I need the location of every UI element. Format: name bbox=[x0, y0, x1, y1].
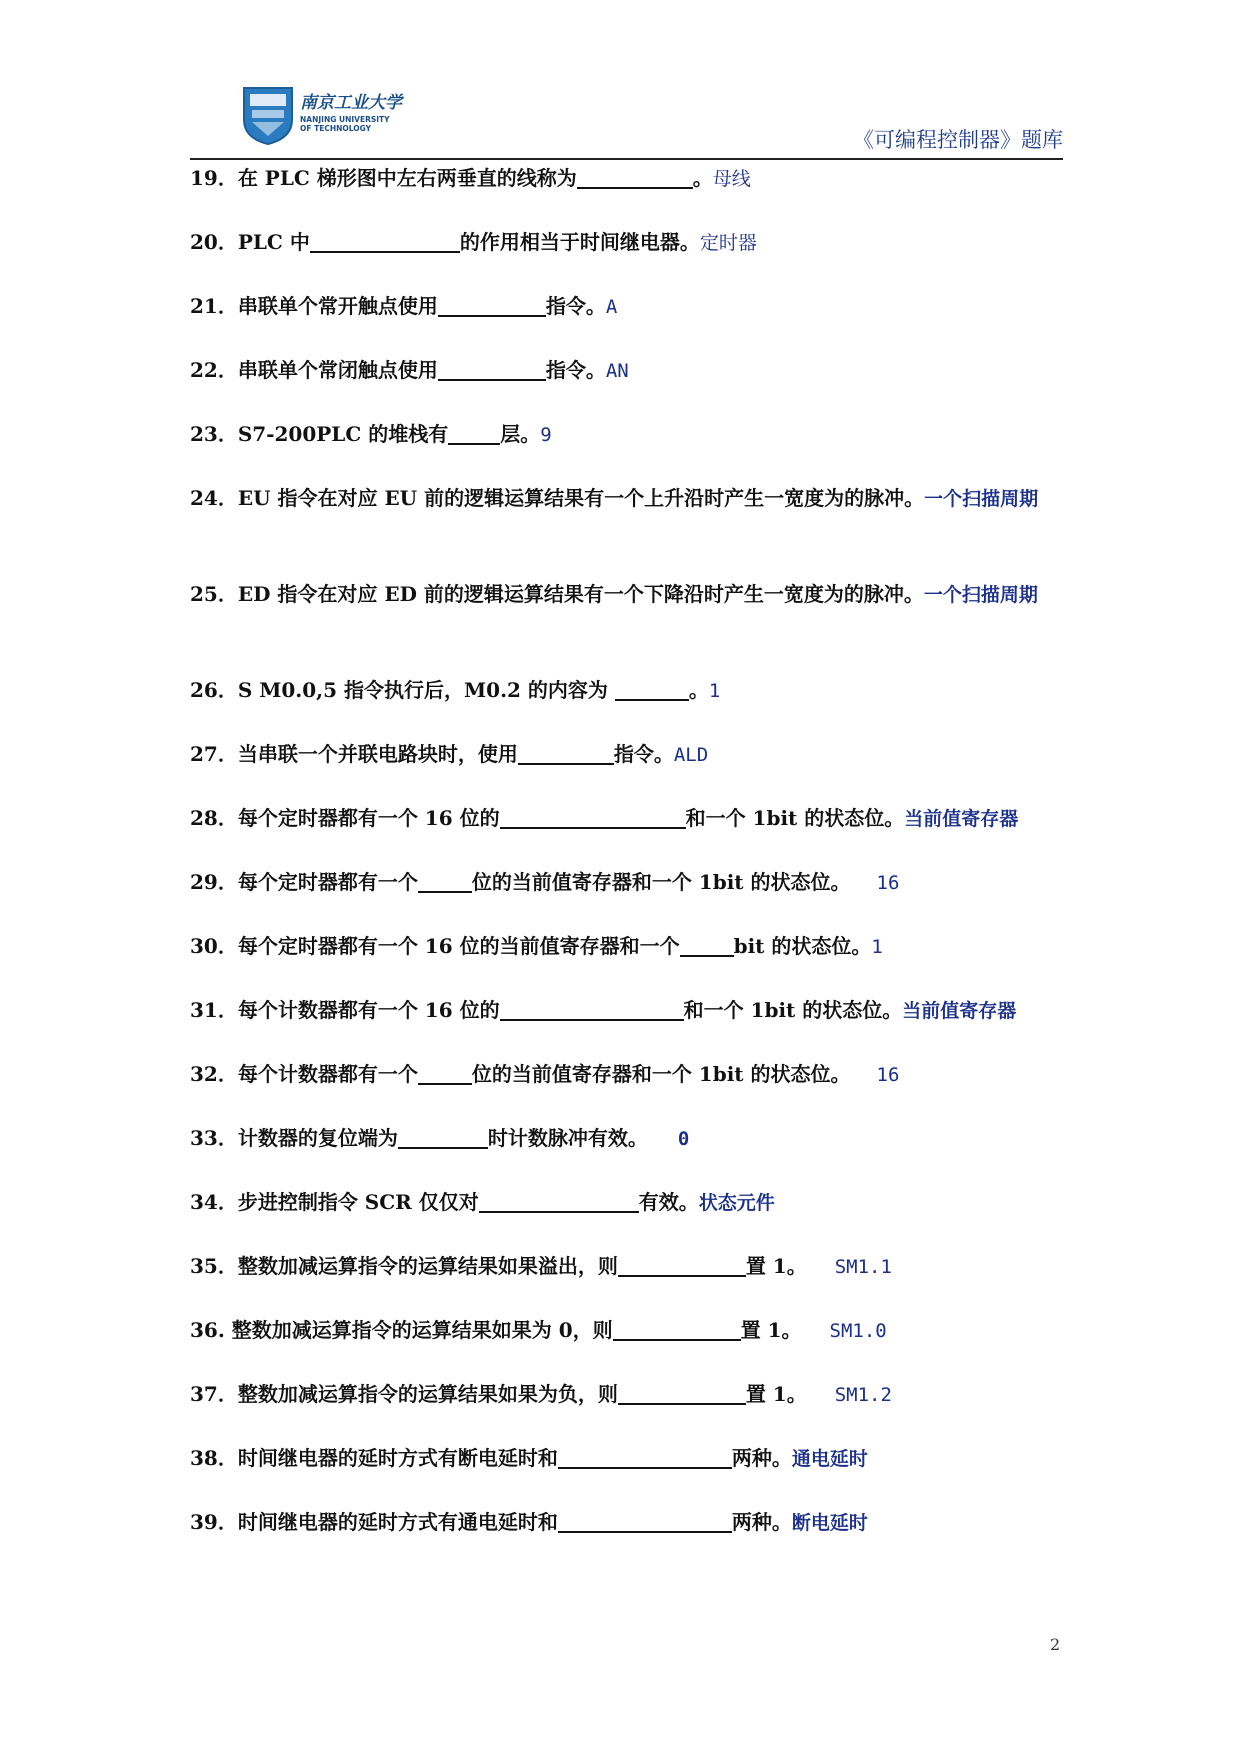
logo-en-text-1: NANJING UNIVERSITY bbox=[300, 115, 390, 124]
answer-text: 1 bbox=[708, 680, 721, 702]
question-23: 23．S7-200PLC 的堆栈有 层。9 bbox=[190, 422, 552, 446]
answer-blank bbox=[618, 1253, 746, 1277]
answer-text: 1 bbox=[871, 936, 883, 958]
question-22: 22．串联单个常闭触点使用 指令。AN bbox=[190, 358, 629, 382]
answer-blank bbox=[438, 357, 546, 381]
question-36: 36. 整数加减运算指令的运算结果如果为 0，则 置 1。 SM1.0 bbox=[190, 1318, 887, 1342]
answer-text: 母线 bbox=[712, 168, 751, 190]
answer-blank bbox=[418, 1061, 472, 1085]
answer-blank bbox=[448, 421, 500, 445]
question-32: 32．每个计数器都有一个 位的当前值寄存器和一个 1bit 的状态位。 16 bbox=[190, 1062, 900, 1086]
answer-text: ALD bbox=[673, 744, 709, 766]
logo-cn-text: 南京工业大学 bbox=[300, 93, 402, 113]
answer-text: 一个扫描周期 bbox=[924, 488, 1039, 510]
answer-blank bbox=[518, 741, 614, 765]
answer-text: SM1.0 bbox=[829, 1320, 887, 1342]
question-34: 34．步进控制指令 SCR 仅仅对 有效。状态元件 bbox=[190, 1190, 775, 1214]
question-21: 21．串联单个常开触点使用 指令。A bbox=[190, 294, 618, 318]
university-logo bbox=[242, 86, 422, 146]
question-26: 26．S M0.0,5 指令执行后，M0.2 的内容为 。1 bbox=[190, 678, 721, 702]
answer-text: SM1.2 bbox=[834, 1384, 892, 1406]
answer-blank bbox=[613, 1317, 741, 1341]
answer-blank bbox=[418, 869, 472, 893]
answer-text: 通电延时 bbox=[791, 1448, 868, 1470]
question-24: 24．EU 指令在对应 EU 前的逻辑运算结果有一个上升沿时产生一宽度为的脉冲。一个扫描周期 bbox=[190, 486, 1039, 510]
question-30: 30．每个定时器都有一个 16 位的当前值寄存器和一个 bit 的状态位。1 bbox=[190, 934, 883, 958]
answer-blank bbox=[479, 1189, 639, 1213]
question-25: 25．ED 指令在对应 ED 前的逻辑运算结果有一个下降沿时产生一宽度为的脉冲。一个扫描周期 bbox=[190, 582, 1038, 606]
answer-blank bbox=[398, 1125, 488, 1149]
answer-blank bbox=[500, 805, 686, 829]
answer-blank bbox=[618, 1381, 746, 1405]
logo-en-text-2: OF TECHNOLOGY bbox=[300, 124, 372, 133]
question-20: 20．PLC 中 的作用相当于时间继电器。定时器 bbox=[190, 230, 757, 254]
question-38: 38．时间继电器的延时方式有断电延时和 两种。通电延时 bbox=[190, 1446, 868, 1470]
question-31: 31．每个计数器都有一个 16 位的 和一个 1bit 的状态位。当前值寄存器 bbox=[190, 998, 1017, 1022]
question-35: 35．整数加减运算指令的运算结果如果溢出，则 置 1。 SM1.1 bbox=[190, 1254, 892, 1278]
page-number: 2 bbox=[1050, 1635, 1061, 1654]
question-28: 28．每个定时器都有一个 16 位的 和一个 1bit 的状态位。当前值寄存器 bbox=[190, 806, 1019, 830]
question-33: 33．计数器的复位端为 时计数脉冲有效。 0 bbox=[190, 1126, 690, 1150]
answer-text: 9 bbox=[540, 424, 552, 446]
answer-text: 断电延时 bbox=[791, 1512, 868, 1534]
answer-text: 当前值寄存器 bbox=[904, 808, 1019, 830]
document-title: 《可编程控制器》题库 bbox=[853, 128, 1063, 152]
answer-blank bbox=[310, 229, 460, 253]
answer-text: SM1.1 bbox=[834, 1256, 892, 1278]
answer-text: 状态元件 bbox=[698, 1192, 775, 1214]
answer-blank bbox=[558, 1509, 732, 1533]
answer-text: 16 bbox=[876, 872, 900, 894]
answer-blank bbox=[615, 677, 689, 701]
answer-text: 0 bbox=[677, 1128, 690, 1150]
answer-text: A bbox=[605, 296, 618, 318]
question-19: 19．在 PLC 梯形图中左右两垂直的线称为 。母线 bbox=[190, 166, 751, 190]
question-27: 27．当串联一个并联电路块时，使用 指令。ALD bbox=[190, 742, 709, 766]
answer-text: 定时器 bbox=[699, 232, 757, 254]
answer-blank bbox=[438, 293, 546, 317]
answer-text: AN bbox=[605, 360, 629, 382]
answer-text: 16 bbox=[876, 1064, 900, 1086]
page-header bbox=[190, 86, 1063, 160]
answer-text: 当前值寄存器 bbox=[902, 1000, 1017, 1022]
answer-blank bbox=[680, 933, 734, 957]
question-29: 29．每个定时器都有一个 位的当前值寄存器和一个 1bit 的状态位。 16 bbox=[190, 870, 900, 894]
question-37: 37．整数加减运算指令的运算结果如果为负，则 置 1。 SM1.2 bbox=[190, 1382, 892, 1406]
question-39: 39．时间继电器的延时方式有通电延时和 两种。断电延时 bbox=[190, 1510, 868, 1534]
answer-text: 一个扫描周期 bbox=[923, 584, 1038, 606]
answer-blank bbox=[500, 997, 684, 1021]
answer-blank bbox=[558, 1445, 732, 1469]
answer-blank bbox=[577, 165, 693, 189]
